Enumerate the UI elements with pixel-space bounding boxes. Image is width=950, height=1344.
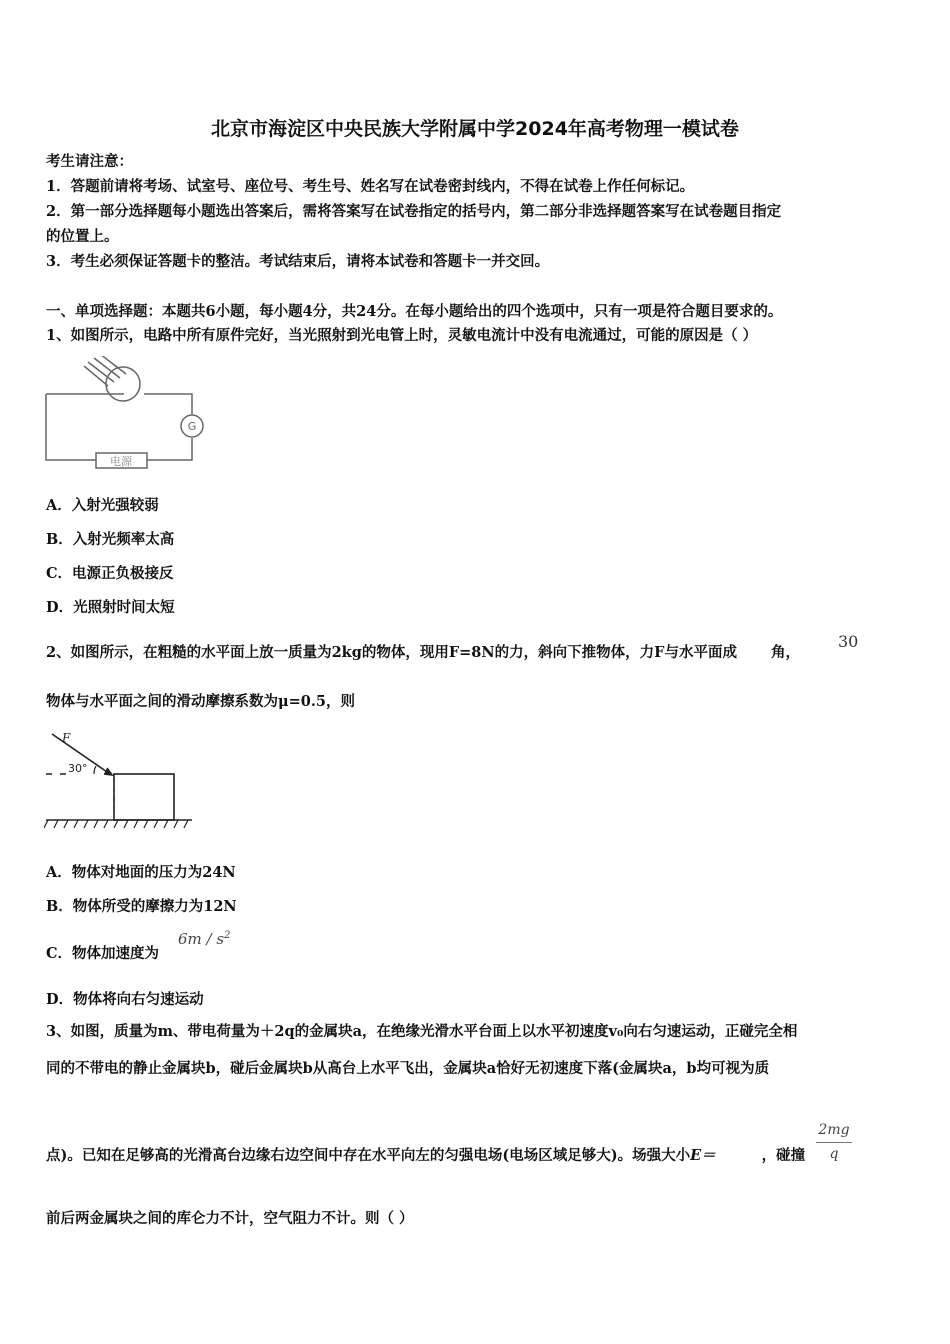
q1-option-c: C．电源正负极接反 bbox=[46, 565, 174, 582]
q2-option-c-value: $6m / s^2$ bbox=[178, 930, 231, 948]
q3-line-2: 同的不带电的静止金属块b，碰后金属块b从高台上水平飞出，金属块a恰好无初速度下落(金属块a，b均可视为质 bbox=[46, 1060, 770, 1077]
q2-stem-a: 2、如图所示，在粗糙的水平面上放一质量为2kg的物体，现用F=8N的力，斜向下推物体，力F与水平面成 bbox=[46, 644, 737, 661]
q2-ground-hatching bbox=[44, 820, 188, 828]
notice-item: 1．答题前请将考场、试室号、座位号、考生号、姓名写在试卷密封线内，不得在试卷上作任何标记。 bbox=[46, 178, 695, 195]
q1-circuit-figure bbox=[44, 356, 206, 474]
notice-item: 的位置上。 bbox=[46, 228, 119, 245]
q2-stem-c: 物体与水平面之间的滑动摩擦系数为μ=0.5，则 bbox=[46, 693, 355, 710]
q2-option-b: B．物体所受的摩擦力为12N bbox=[46, 898, 237, 915]
notice-item: 2．第一部分选择题每小题选出答案后，需将答案写在试卷指定的括号内，第二部分非选择题答案写在试卷题目指定 bbox=[46, 203, 782, 220]
q3-line-3b: ，碰撞 bbox=[761, 1147, 806, 1164]
q2-option-c: C．物体加速度为 bbox=[46, 945, 160, 962]
q1-option-b: B．入射光频率太高 bbox=[46, 531, 175, 548]
q2-force-label: F bbox=[62, 731, 71, 745]
q3-line-3 bbox=[46, 1146, 805, 1166]
q2-stem bbox=[46, 643, 800, 663]
section-heading: 一、单项选择题：本题共6小题，每小题4分，共24分。在每小题给出的四个选项中，只有一项是符合题目要求的。 bbox=[46, 303, 783, 320]
q3-field-symbol: E＝ bbox=[690, 1147, 716, 1164]
q1-wire-bottom-right bbox=[147, 438, 192, 460]
q2-block bbox=[114, 774, 174, 820]
page-title: 北京市海淀区中央民族大学附属中学2024年高考物理一模试卷 bbox=[211, 118, 739, 140]
notice-item: 3．考生必须保证答题卡的整洁。考试结束后，请将本试卷和答题卡一并交回。 bbox=[46, 253, 550, 270]
q1-stem: 1、如图所示，电路中所有原件完好，当光照射到光电管上时，灵敏电流计中没有电流通过，可能的原因是（ ） bbox=[46, 327, 758, 344]
q3-line-1: 3、如图，质量为m、带电荷量为＋2q的金属块a，在绝缘光滑水平台面上以水平初速度v₀向右匀速运动，正碰完全相 bbox=[46, 1023, 798, 1040]
q1-meter-label: G bbox=[187, 420, 197, 433]
q2-option-a: A．物体对地面的压力为24N bbox=[46, 864, 236, 881]
q3-line-3a: 点)。已知在足够高的光滑高台边缘右边空间中存在水平向左的匀强电场(电场区域足够大)。场强大小 bbox=[46, 1147, 691, 1164]
q3-fraction-bar bbox=[816, 1142, 852, 1143]
notice-heading: 考生请注意： bbox=[46, 153, 133, 170]
q1-light-rays bbox=[84, 356, 126, 386]
q2-angle-label: 30° bbox=[68, 762, 88, 775]
q2-option-c-exponent: 2 bbox=[224, 930, 231, 941]
q2-block-figure bbox=[44, 728, 196, 834]
q3-fraction-denominator: q bbox=[829, 1146, 839, 1162]
q2-stem-b: 角， bbox=[770, 644, 800, 661]
q1-wire-top-right bbox=[144, 394, 192, 414]
q1-wire-bottom-left bbox=[46, 394, 96, 460]
q2-angle-arc bbox=[94, 766, 96, 774]
q2-angle-value: 30 bbox=[838, 632, 859, 651]
q3-line-4: 前后两金属块之间的库仑力不计，空气阻力不计。则（ ） bbox=[46, 1210, 414, 1227]
q1-option-d: D．光照射时间太短 bbox=[46, 599, 175, 616]
q1-source-label: 电源 bbox=[110, 455, 132, 468]
q1-option-a: A．入射光强较弱 bbox=[46, 497, 159, 514]
q2-option-d: D．物体将向右匀速运动 bbox=[46, 991, 204, 1008]
q3-fraction-numerator: 2mg bbox=[818, 1122, 850, 1138]
